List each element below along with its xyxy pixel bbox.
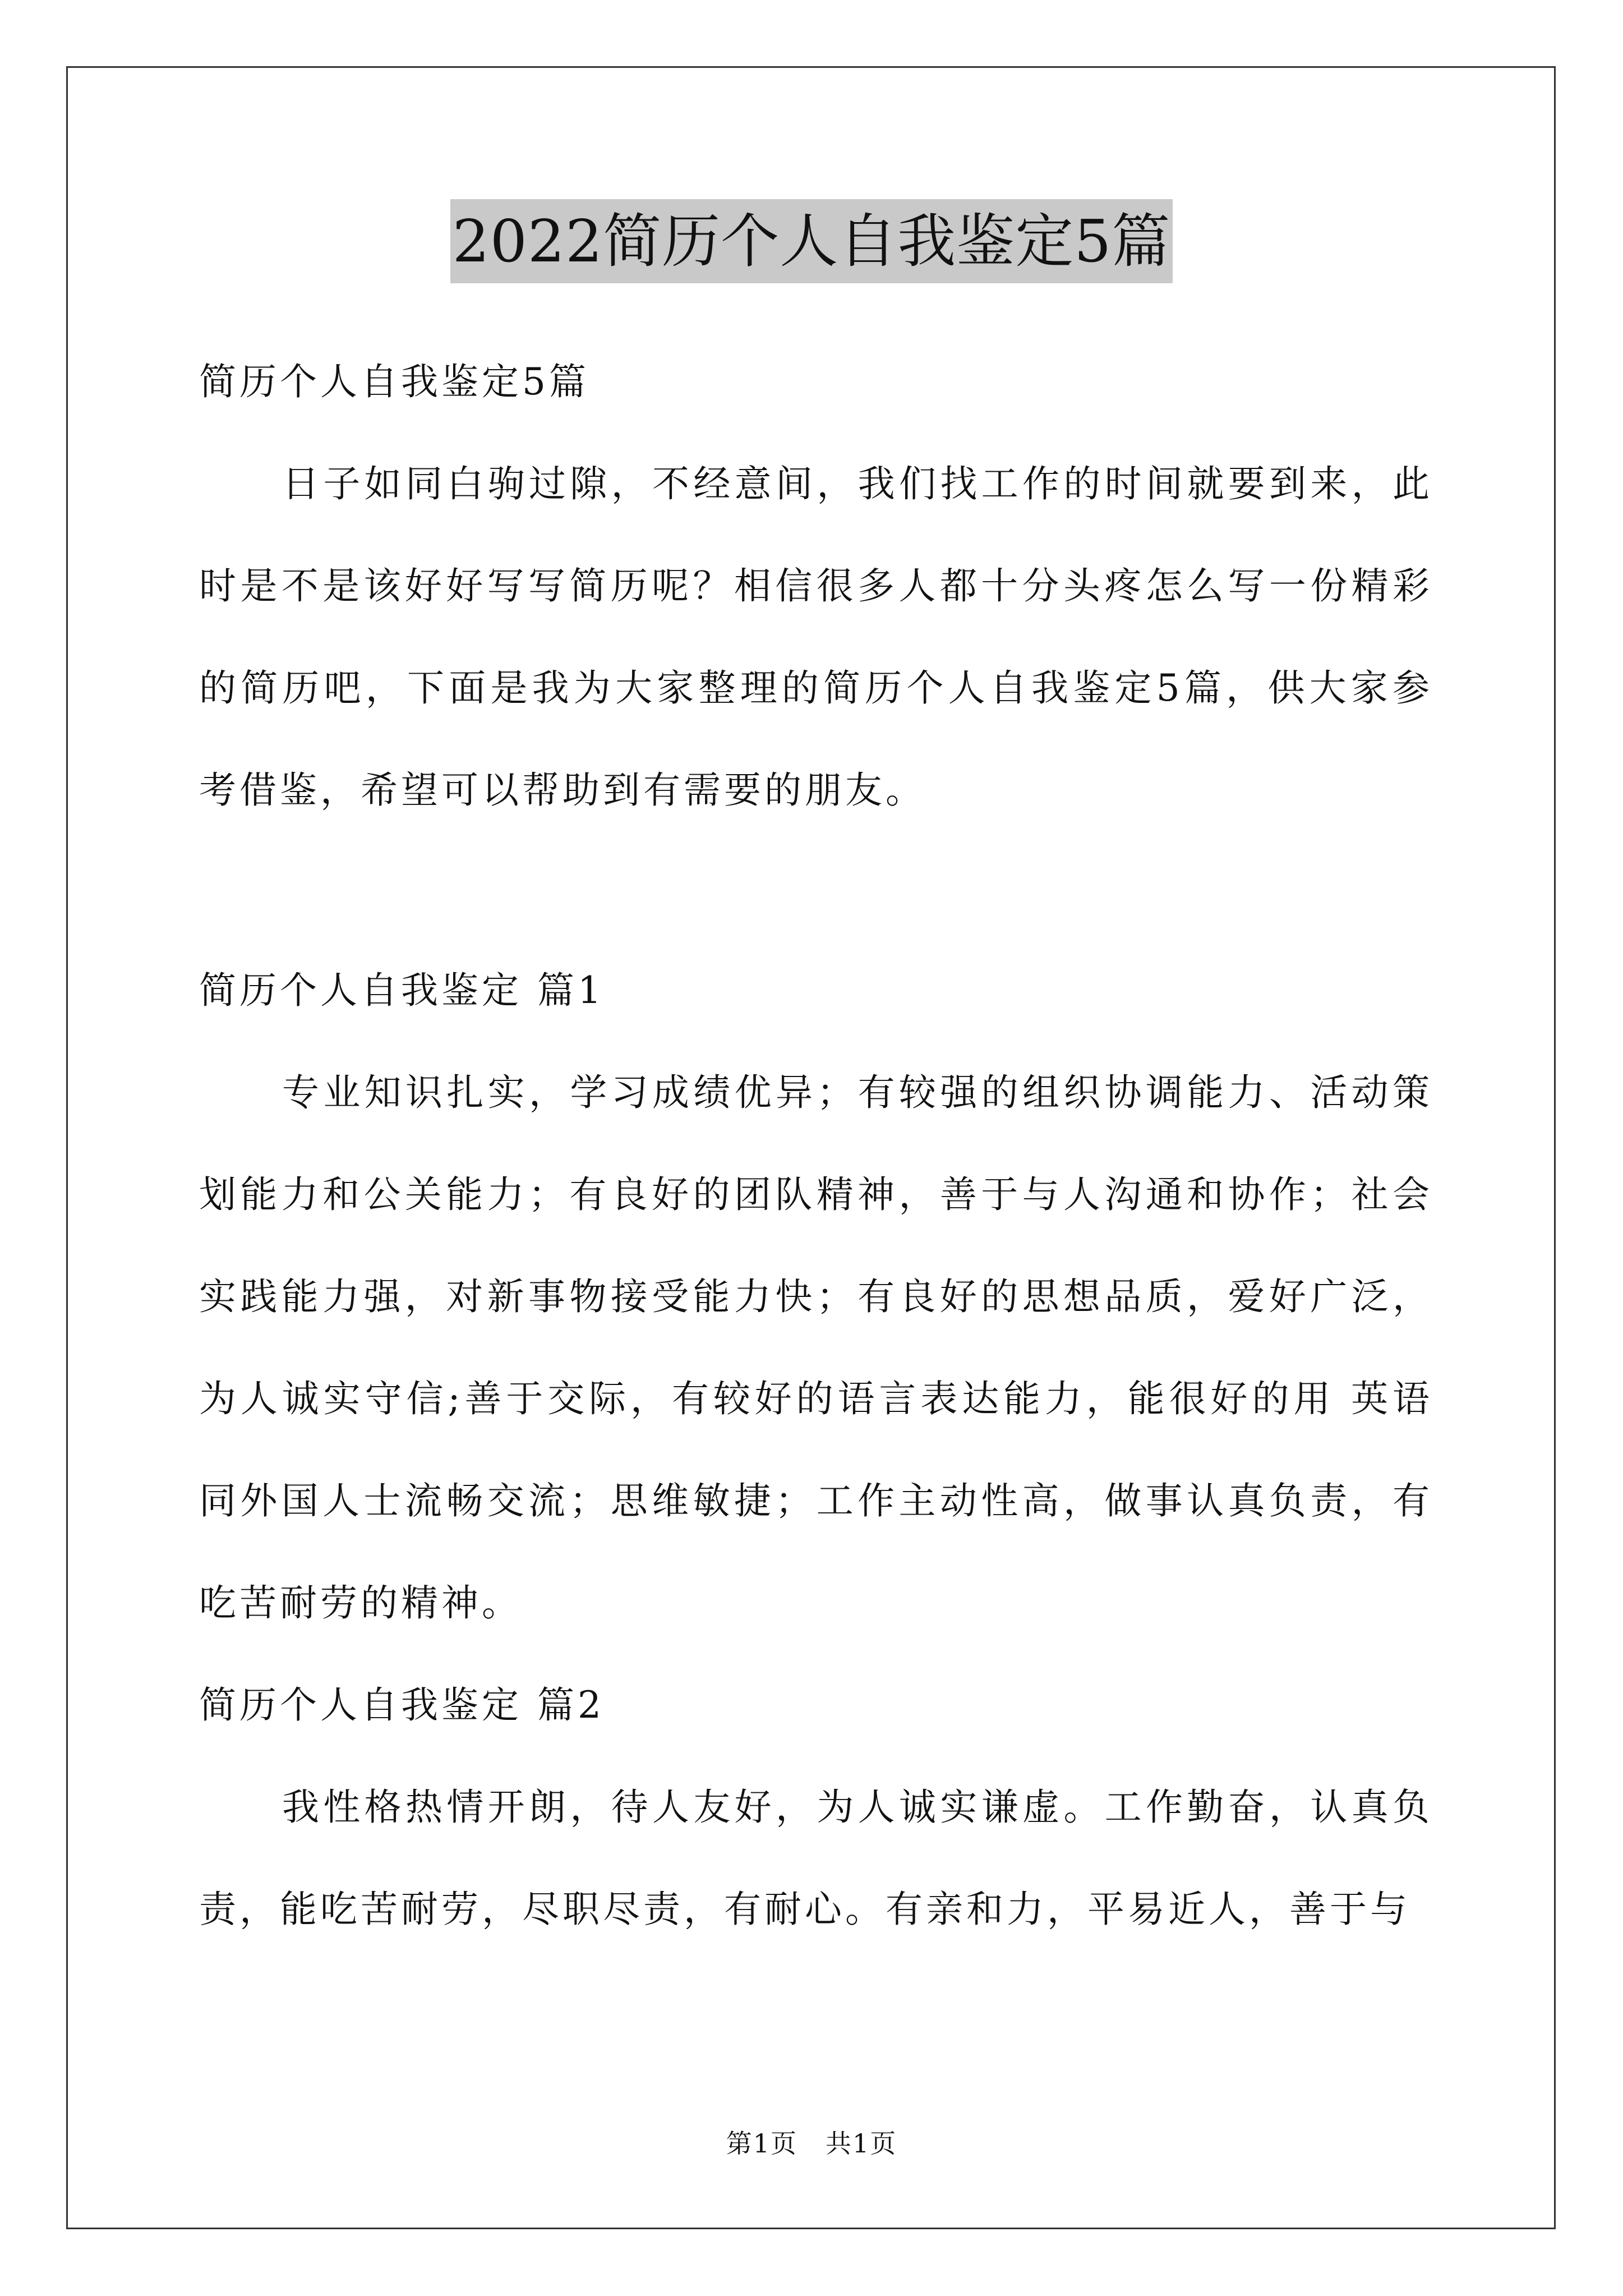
page-number: 第1页 — [726, 2128, 797, 2159]
section-heading-1: 简历个人自我鉴定 篇1 — [199, 969, 605, 1012]
document-title: 2022简历个人自我鉴定5篇 — [450, 199, 1173, 283]
section-body-1: 专业知识扎实，学习成绩优异；有较强的组织协调能力、活动策划能力和公关能力；有良好的团队精神，善于与人沟通和协作；社会实践能力强，对新事物接受能力快；有良好的思想品质，爱好广泛，为人诚实守信;善于交际，有较好的语言表达能力，能很好的用 英语同外国人士流畅交流；思维敏捷；工作主动性高，做事认真负责，有吃苦耐劳的精神。 — [199, 1071, 1433, 1625]
document-body — [199, 331, 1433, 1961]
section-body-2: 我性格热情开朗，待人友好，为人诚实谦虚。工作勤奋，认真负责，能吃苦耐劳，尽职尽责，有耐心。有亲和力，平易近人，善于与 — [199, 1786, 1433, 1931]
section-spacer — [199, 841, 1433, 940]
section-heading-2: 简历个人自我鉴定 篇2 — [199, 1683, 605, 1727]
title-container — [0, 199, 1623, 283]
intro-paragraph: 日子如同白驹过隙，不经意间，我们找工作的时间就要到来，此时是不是该好好写写简历呢？相信很多人都十分头疼怎么写一份精彩的简历吧，下面是我为大家整理的简历个人自我鉴定5篇，供大家参考借鉴，希望可以帮助到有需要的朋友。 — [199, 462, 1433, 812]
page-footer — [0, 2123, 1623, 2160]
page-total: 共1页 — [826, 2128, 897, 2159]
document-subtitle: 简历个人自我鉴定5篇 — [199, 360, 589, 403]
